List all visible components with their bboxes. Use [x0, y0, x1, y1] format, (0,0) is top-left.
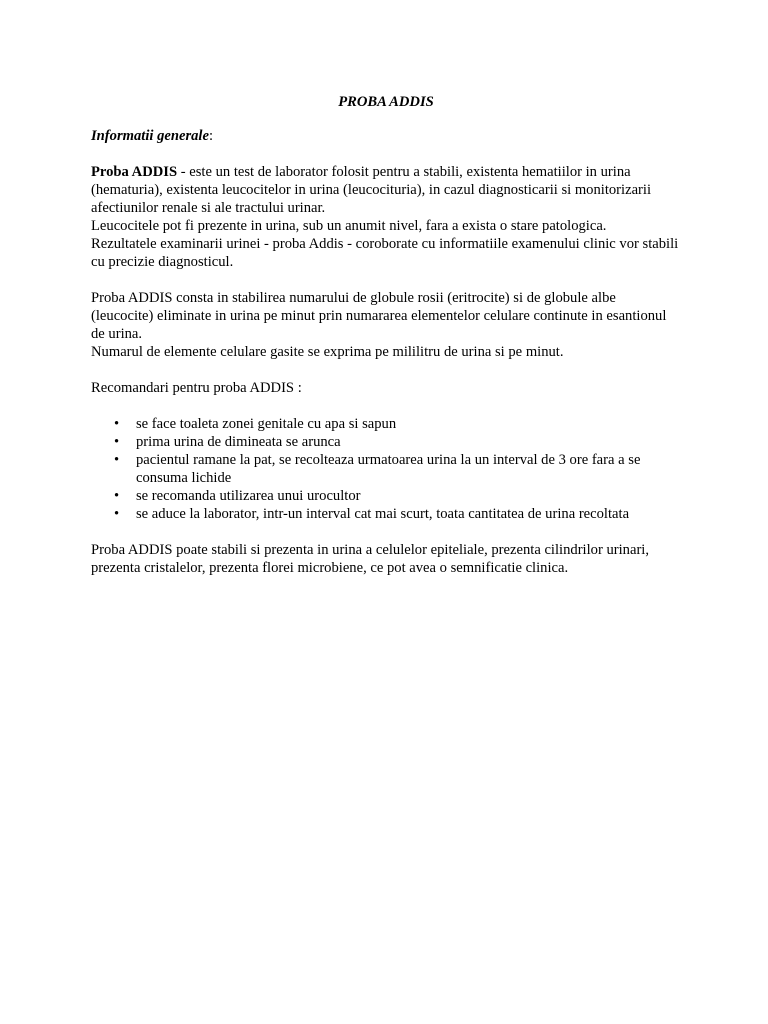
document-title: PROBA ADDIS [338, 94, 434, 110]
list-item [91, 451, 681, 487]
list-item-text: se recomanda utilizarea unui urocultor [136, 488, 361, 504]
intro-definition-text: - este un test de laborator folosit pentru a stabili, existenta hematiilor in urina (hematuria), existenta leucocitelor in urina (leucocituria), in cazul diagnosticarii si monitorizarii afectiunilor renale si ale tractului urinar. [91, 164, 652, 216]
bullet-icon: • [114, 434, 120, 450]
method-line-2: Numarul de elemente celulare gasite se exprima pe mililitru de urina si pe minut. [91, 344, 564, 360]
bullet-icon: • [114, 452, 120, 468]
intro-line-rezultate: Rezultatele examinarii urinei - proba Addis - coroborate cu informatiile examenului clinic vor stabili cu precizie diagnosticul. [91, 236, 679, 270]
bullet-icon: • [114, 416, 120, 432]
list-item-text: se aduce la laborator, intr-un interval cat mai scurt, toata cantitatea de urina recoltata [136, 506, 630, 522]
list-item [91, 433, 681, 451]
bullet-icon: • [114, 506, 120, 522]
section-heading-colon: : [208, 128, 214, 144]
intro-line-leucocite: Leucocitele pot fi prezente in urina, sub un anumit nivel, fara a exista o stare patologica. [91, 218, 607, 234]
recommendations-list [91, 415, 681, 523]
list-item-text: pacientul ramane la pat, se recolteaza urmatoarea urina la un interval de 3 ore fara a se consuma lichide [136, 452, 641, 486]
section-heading [91, 127, 681, 145]
list-item-text: prima urina de dimineata se arunca [136, 434, 341, 450]
conclusion-paragraph: Proba ADDIS poate stabili si prezenta in urina a celulelor epiteliale, prezenta cilindrilor urinari, prezenta cristalelor, prezenta florei microbiene, ce pot avea o semnificatie clinica. [91, 542, 650, 576]
list-item [91, 487, 681, 505]
list-item-text: se face toaleta zonei genitale cu apa si sapun [136, 416, 397, 432]
intro-term: Proba ADDIS [91, 164, 178, 180]
document-page [91, 93, 681, 577]
recommendations-heading: Recomandari pentru proba ADDIS : [91, 380, 302, 396]
list-item [91, 505, 681, 523]
method-line-1: Proba ADDIS consta in stabilirea numarului de globule rosii (eritrocite) si de globule albe (leucocite) eliminate in urina pe minut prin numararea elementelor celulare continute in esantionul de urina. [91, 290, 667, 342]
bullet-icon: • [114, 488, 120, 504]
section-heading-label: Informatii generale [91, 128, 209, 144]
method-paragraph [91, 289, 681, 361]
list-item [91, 415, 681, 433]
intro-paragraph [91, 163, 681, 271]
intro-definition [91, 163, 681, 217]
